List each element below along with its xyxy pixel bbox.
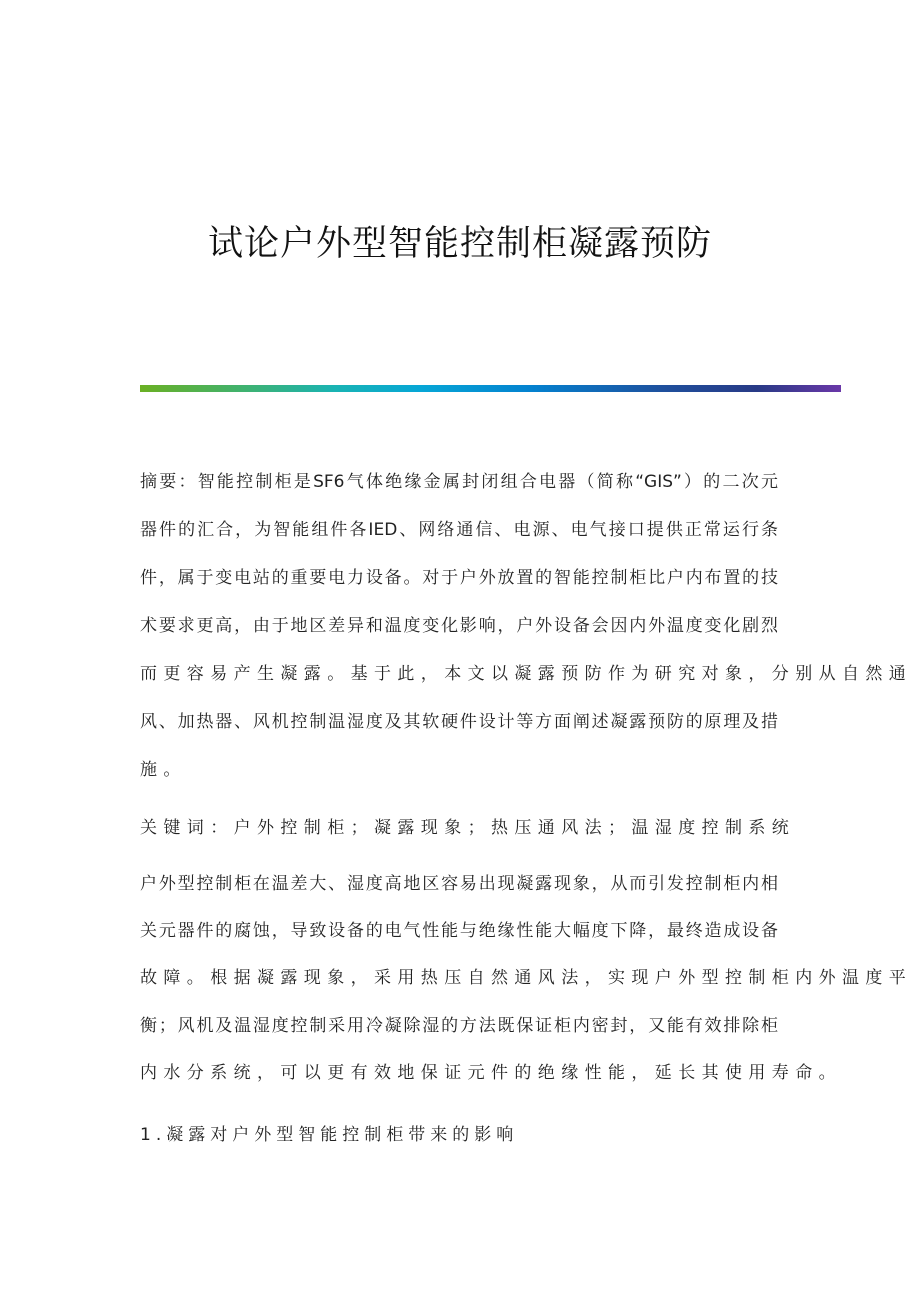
abstract-line: 摘要：智能控制柜是SF6气体绝缘金属封闭组合电器（简称“GIS”）的二次元 <box>140 472 778 492</box>
document-title: 试论户外型智能控制柜凝露预防 <box>207 224 712 264</box>
abstract-line: 件，属于变电站的重要电力设备。对于户外放置的智能控制柜比户内布置的技 <box>140 568 778 588</box>
abstract-line: 而更容易产生凝露。基于此，本文以凝露预防作为研究对象，分别从自然通 <box>140 664 913 684</box>
intro-line: 户外型控制柜在温差大、湿度高地区容易出现凝露现象，从而引发控制柜内相 <box>140 874 778 894</box>
section-heading: 1.凝露对户外型智能控制柜带来的影响 <box>140 1125 519 1145</box>
intro-line: 关元器件的腐蚀，导致设备的电气性能与绝缘性能大幅度下降，最终造成设备 <box>140 921 778 941</box>
intro-line: 衡；风机及温湿度控制采用冷凝除湿的方法既保证柜内密封，又能有效排除柜 <box>140 1016 778 1036</box>
keywords: 关键词：户外控制柜；凝露现象；热压通风法；温湿度控制系统 <box>140 818 796 838</box>
abstract-line: 器件的汇合，为智能组件各IED、网络通信、电源、电气接口提供正常运行条 <box>140 520 778 540</box>
abstract-line: 术要求更高，由于地区差异和温度变化影响，户外设备会因内外温度变化剧烈 <box>140 616 778 636</box>
title-divider-gradient-bar <box>140 385 841 392</box>
intro-line: 内水分系统，可以更有效地保证元件的绝缘性能，延长其使用寿命。 <box>140 1063 842 1083</box>
intro-line: 故障。根据凝露现象，采用热压自然通风法，实现户外型控制柜内外温度平 <box>140 968 913 988</box>
abstract-line: 风、加热器、风机控制温湿度及其软硬件设计等方面阐述凝露预防的原理及措 <box>140 712 778 732</box>
abstract-line: 施。 <box>140 760 187 780</box>
